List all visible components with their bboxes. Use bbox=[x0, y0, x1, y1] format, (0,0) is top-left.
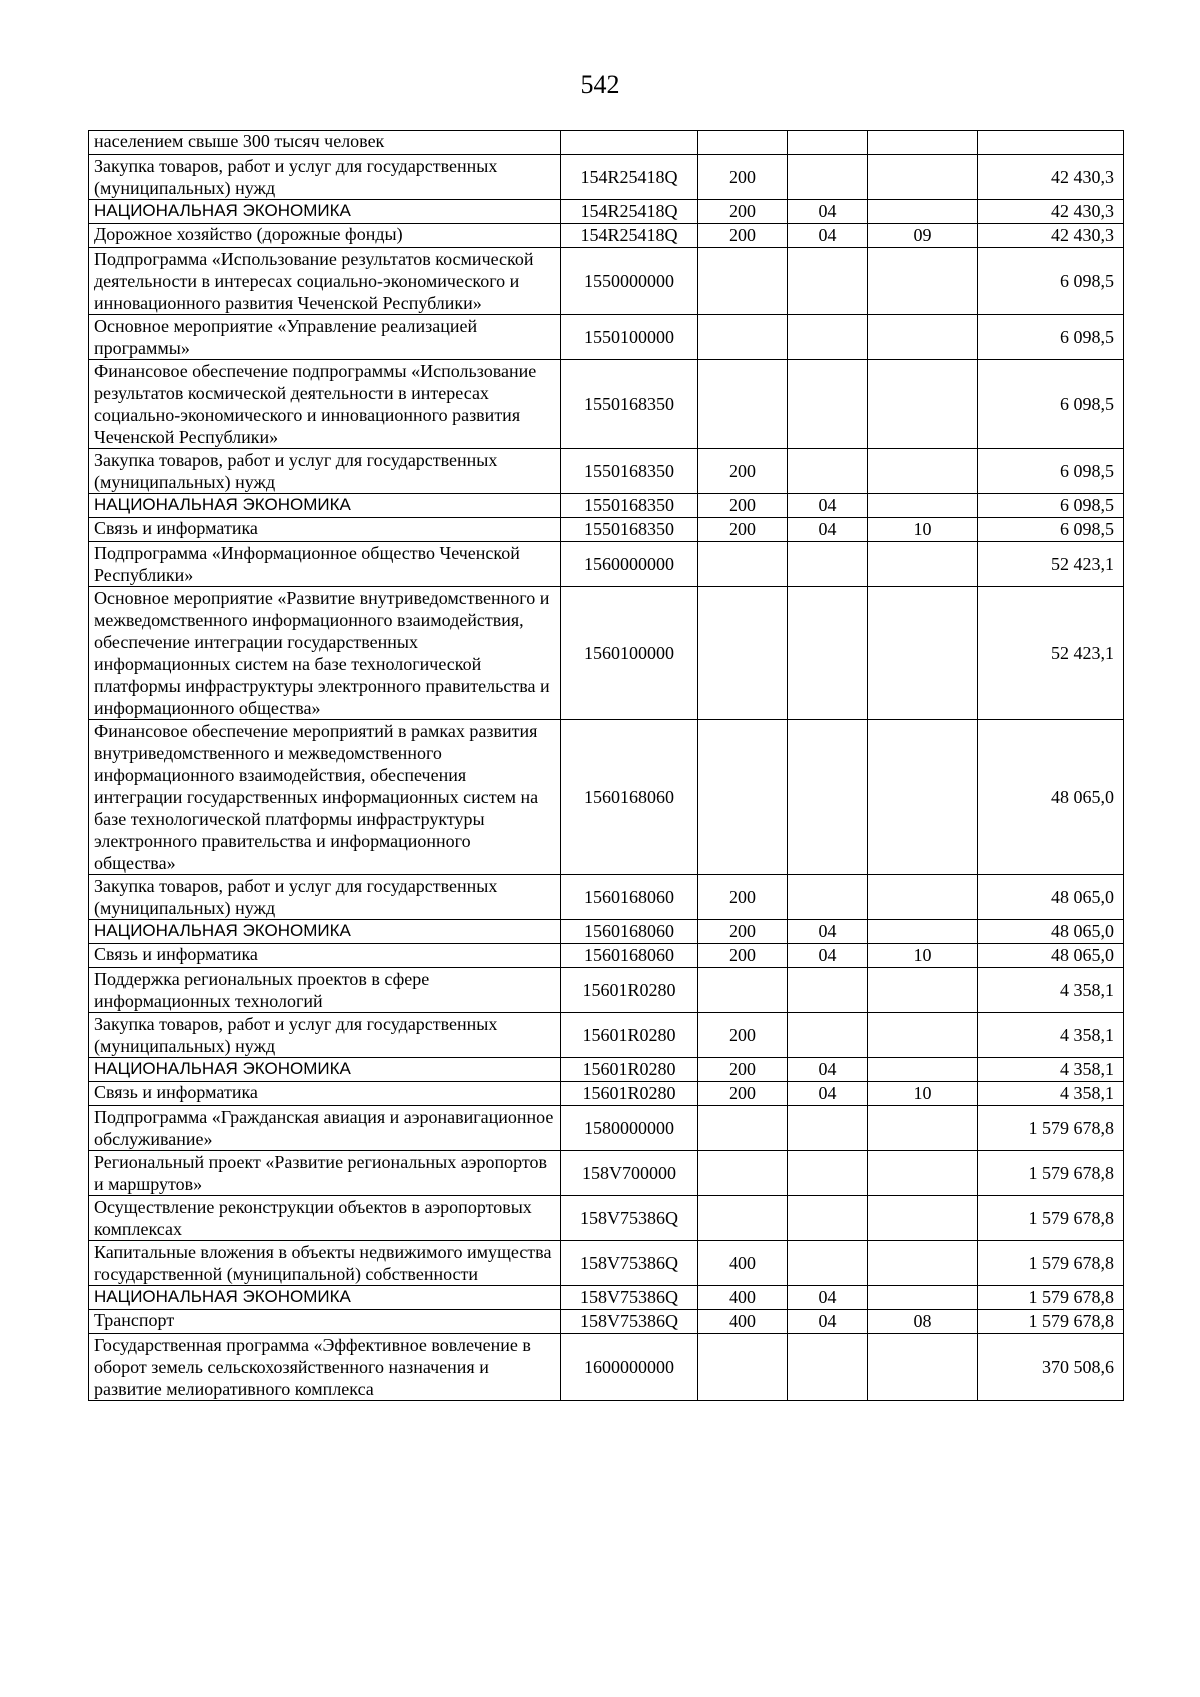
row-rz-cell bbox=[788, 315, 868, 360]
row-name-cell: НАЦИОНАЛЬНАЯ ЭКОНОМИКА bbox=[89, 920, 561, 944]
row-pr-cell bbox=[868, 155, 978, 200]
table-row bbox=[89, 944, 1124, 968]
row-pr-cell: 10 bbox=[868, 1082, 978, 1106]
row-pr-cell bbox=[868, 200, 978, 224]
row-csr-cell: 154R25418Q bbox=[561, 200, 698, 224]
row-csr-cell: 15601R0280 bbox=[561, 968, 698, 1013]
row-rz-cell bbox=[788, 449, 868, 494]
row-name-cell: Осуществление реконструкции объектов в аэропортовых комплексах bbox=[89, 1196, 561, 1241]
row-rz-cell bbox=[788, 1334, 868, 1401]
row-sum-cell: 52 423,1 bbox=[978, 587, 1124, 720]
row-rz-cell bbox=[788, 542, 868, 587]
row-rz-cell: 04 bbox=[788, 200, 868, 224]
table-row bbox=[89, 720, 1124, 875]
row-rz-cell bbox=[788, 1151, 868, 1196]
row-pr-cell bbox=[868, 1106, 978, 1151]
table-row bbox=[89, 449, 1124, 494]
table-row bbox=[89, 200, 1124, 224]
row-sum-cell: 48 065,0 bbox=[978, 920, 1124, 944]
row-name-cell: Закупка товаров, работ и услуг для государственных (муниципальных) нужд bbox=[89, 875, 561, 920]
row-rz-cell bbox=[788, 587, 868, 720]
row-pr-cell bbox=[868, 131, 978, 155]
row-sum-cell: 4 358,1 bbox=[978, 1013, 1124, 1058]
row-sum-cell: 1 579 678,8 bbox=[978, 1151, 1124, 1196]
row-sum-cell: 42 430,3 bbox=[978, 200, 1124, 224]
row-pr-cell: 10 bbox=[868, 944, 978, 968]
table-row bbox=[89, 1241, 1124, 1286]
row-name-cell: Дорожное хозяйство (дорожные фонды) bbox=[89, 224, 561, 248]
row-csr-cell: 154R25418Q bbox=[561, 224, 698, 248]
row-sum-cell: 6 098,5 bbox=[978, 518, 1124, 542]
row-sum-cell: 4 358,1 bbox=[978, 1058, 1124, 1082]
row-rz-cell bbox=[788, 360, 868, 449]
row-name-cell: НАЦИОНАЛЬНАЯ ЭКОНОМИКА bbox=[89, 200, 561, 224]
row-csr-cell: 158V75386Q bbox=[561, 1310, 698, 1334]
row-rz-cell: 04 bbox=[788, 1082, 868, 1106]
row-pr-cell bbox=[868, 360, 978, 449]
row-pr-cell bbox=[868, 875, 978, 920]
row-sum-cell: 42 430,3 bbox=[978, 155, 1124, 200]
row-vr-cell: 200 bbox=[698, 224, 788, 248]
row-pr-cell bbox=[868, 1241, 978, 1286]
row-vr-cell bbox=[698, 968, 788, 1013]
row-csr-cell: 15601R0280 bbox=[561, 1058, 698, 1082]
row-vr-cell: 200 bbox=[698, 920, 788, 944]
row-name-cell: Закупка товаров, работ и услуг для государственных (муниципальных) нужд bbox=[89, 155, 561, 200]
row-csr-cell: 1560000000 bbox=[561, 542, 698, 587]
table-row bbox=[89, 875, 1124, 920]
row-vr-cell: 200 bbox=[698, 1013, 788, 1058]
table-row bbox=[89, 518, 1124, 542]
row-pr-cell: 09 bbox=[868, 224, 978, 248]
row-name-cell: Транспорт bbox=[89, 1310, 561, 1334]
row-sum-cell: 6 098,5 bbox=[978, 315, 1124, 360]
row-pr-cell bbox=[868, 968, 978, 1013]
row-rz-cell bbox=[788, 968, 868, 1013]
row-vr-cell bbox=[698, 131, 788, 155]
row-name-cell: Подпрограмма «Информационное общество Чеченской Республики» bbox=[89, 542, 561, 587]
row-sum-cell: 6 098,5 bbox=[978, 248, 1124, 315]
row-vr-cell bbox=[698, 315, 788, 360]
row-rz-cell bbox=[788, 248, 868, 315]
row-pr-cell bbox=[868, 494, 978, 518]
row-csr-cell: 158V75386Q bbox=[561, 1196, 698, 1241]
table-row bbox=[89, 1334, 1124, 1401]
table-row bbox=[89, 315, 1124, 360]
row-sum-cell bbox=[978, 131, 1124, 155]
row-name-cell: Связь и информатика bbox=[89, 1082, 561, 1106]
row-csr-cell bbox=[561, 131, 698, 155]
table-row bbox=[89, 1082, 1124, 1106]
row-vr-cell: 200 bbox=[698, 155, 788, 200]
row-rz-cell: 04 bbox=[788, 944, 868, 968]
row-sum-cell: 6 098,5 bbox=[978, 449, 1124, 494]
table-row bbox=[89, 1151, 1124, 1196]
row-name-cell: Связь и информатика bbox=[89, 518, 561, 542]
row-sum-cell: 6 098,5 bbox=[978, 494, 1124, 518]
row-vr-cell: 200 bbox=[698, 449, 788, 494]
row-name-cell: Связь и информатика bbox=[89, 944, 561, 968]
row-rz-cell: 04 bbox=[788, 1286, 868, 1310]
row-rz-cell: 04 bbox=[788, 920, 868, 944]
row-name-cell: Региональный проект «Развитие региональных аэропортов и маршрутов» bbox=[89, 1151, 561, 1196]
row-vr-cell: 200 bbox=[698, 494, 788, 518]
row-csr-cell: 1550168350 bbox=[561, 360, 698, 449]
row-name-cell: Закупка товаров, работ и услуг для государственных (муниципальных) нужд bbox=[89, 449, 561, 494]
row-vr-cell bbox=[698, 1196, 788, 1241]
row-vr-cell bbox=[698, 720, 788, 875]
row-name-cell: Основное мероприятие «Управление реализацией программы» bbox=[89, 315, 561, 360]
row-name-cell: Подпрограмма «Использование результатов космической деятельности в интересах социально-экономического и инновационного развития Чеченской Республики» bbox=[89, 248, 561, 315]
row-rz-cell bbox=[788, 131, 868, 155]
row-vr-cell: 200 bbox=[698, 200, 788, 224]
row-rz-cell bbox=[788, 155, 868, 200]
row-pr-cell bbox=[868, 920, 978, 944]
row-rz-cell bbox=[788, 720, 868, 875]
row-sum-cell: 42 430,3 bbox=[978, 224, 1124, 248]
row-pr-cell: 10 bbox=[868, 518, 978, 542]
row-pr-cell bbox=[868, 449, 978, 494]
row-rz-cell bbox=[788, 1196, 868, 1241]
row-csr-cell: 1560168060 bbox=[561, 875, 698, 920]
table-row bbox=[89, 1058, 1124, 1082]
table-row bbox=[89, 131, 1124, 155]
row-name-cell: НАЦИОНАЛЬНАЯ ЭКОНОМИКА bbox=[89, 1058, 561, 1082]
table-row bbox=[89, 360, 1124, 449]
row-pr-cell bbox=[868, 1058, 978, 1082]
row-vr-cell: 400 bbox=[698, 1286, 788, 1310]
row-name-cell: Финансовое обеспечение мероприятий в рамках развития внутриведомственного и межведомственного информационного взаимодействия, обеспечения интеграции государственных информационных систем на базе технологической платформы инфраструктуры электронного правительства и информационного общества» bbox=[89, 720, 561, 875]
row-pr-cell bbox=[868, 1334, 978, 1401]
row-name-cell: Капитальные вложения в объекты недвижимого имущества государственной (муниципальной) собственности bbox=[89, 1241, 561, 1286]
row-pr-cell bbox=[868, 248, 978, 315]
row-pr-cell bbox=[868, 720, 978, 875]
row-csr-cell: 158V75386Q bbox=[561, 1241, 698, 1286]
row-name-cell: Закупка товаров, работ и услуг для государственных (муниципальных) нужд bbox=[89, 1013, 561, 1058]
row-pr-cell bbox=[868, 1013, 978, 1058]
row-name-cell: населением свыше 300 тысяч человек bbox=[89, 131, 561, 155]
row-vr-cell bbox=[698, 1151, 788, 1196]
table-body bbox=[89, 131, 1124, 1401]
row-sum-cell: 1 579 678,8 bbox=[978, 1286, 1124, 1310]
table-row bbox=[89, 1106, 1124, 1151]
row-pr-cell: 08 bbox=[868, 1310, 978, 1334]
row-csr-cell: 154R25418Q bbox=[561, 155, 698, 200]
row-rz-cell: 04 bbox=[788, 1310, 868, 1334]
row-csr-cell: 1560168060 bbox=[561, 720, 698, 875]
table-row bbox=[89, 1310, 1124, 1334]
row-name-cell: Поддержка региональных проектов в сфере информационных технологий bbox=[89, 968, 561, 1013]
row-pr-cell bbox=[868, 1196, 978, 1241]
row-vr-cell: 200 bbox=[698, 875, 788, 920]
row-vr-cell bbox=[698, 248, 788, 315]
row-csr-cell: 1560168060 bbox=[561, 920, 698, 944]
row-vr-cell bbox=[698, 587, 788, 720]
row-vr-cell: 200 bbox=[698, 1082, 788, 1106]
row-vr-cell: 200 bbox=[698, 944, 788, 968]
table-row bbox=[89, 248, 1124, 315]
table-row bbox=[89, 542, 1124, 587]
row-rz-cell: 04 bbox=[788, 224, 868, 248]
row-rz-cell: 04 bbox=[788, 494, 868, 518]
row-pr-cell bbox=[868, 315, 978, 360]
row-name-cell: НАЦИОНАЛЬНАЯ ЭКОНОМИКА bbox=[89, 1286, 561, 1310]
row-csr-cell: 1550168350 bbox=[561, 449, 698, 494]
table-row bbox=[89, 1196, 1124, 1241]
row-vr-cell: 200 bbox=[698, 1058, 788, 1082]
row-rz-cell bbox=[788, 1013, 868, 1058]
row-sum-cell: 4 358,1 bbox=[978, 968, 1124, 1013]
row-pr-cell bbox=[868, 1151, 978, 1196]
row-csr-cell: 1600000000 bbox=[561, 1334, 698, 1401]
row-sum-cell: 52 423,1 bbox=[978, 542, 1124, 587]
row-vr-cell bbox=[698, 1106, 788, 1151]
row-csr-cell: 1560168060 bbox=[561, 944, 698, 968]
row-csr-cell: 1580000000 bbox=[561, 1106, 698, 1151]
row-name-cell: Основное мероприятие «Развитие внутриведомственного и межведомственного информационного взаимодействия, обеспечение интеграции государственных информационных систем на базе технологической платформы инфраструктуры электронного правительства и информационного общества» bbox=[89, 587, 561, 720]
row-name-cell: Финансовое обеспечение подпрограммы «Использование результатов космической деятельности в интересах социально-экономического и инновационного развития Чеченской Республики» bbox=[89, 360, 561, 449]
table-row bbox=[89, 920, 1124, 944]
page-number: 542 bbox=[580, 70, 620, 99]
table-row bbox=[89, 224, 1124, 248]
row-sum-cell: 1 579 678,8 bbox=[978, 1310, 1124, 1334]
row-sum-cell: 370 508,6 bbox=[978, 1334, 1124, 1401]
row-csr-cell: 158V700000 bbox=[561, 1151, 698, 1196]
table-row bbox=[89, 494, 1124, 518]
row-csr-cell: 1550100000 bbox=[561, 315, 698, 360]
table-row bbox=[89, 1286, 1124, 1310]
row-vr-cell bbox=[698, 360, 788, 449]
row-sum-cell: 4 358,1 bbox=[978, 1082, 1124, 1106]
row-sum-cell: 48 065,0 bbox=[978, 944, 1124, 968]
row-vr-cell: 200 bbox=[698, 518, 788, 542]
row-rz-cell: 04 bbox=[788, 518, 868, 542]
row-sum-cell: 6 098,5 bbox=[978, 360, 1124, 449]
row-vr-cell: 400 bbox=[698, 1241, 788, 1286]
row-sum-cell: 1 579 678,8 bbox=[978, 1241, 1124, 1286]
row-sum-cell: 1 579 678,8 bbox=[978, 1106, 1124, 1151]
table-row bbox=[89, 155, 1124, 200]
table-row bbox=[89, 968, 1124, 1013]
row-csr-cell: 1550000000 bbox=[561, 248, 698, 315]
row-csr-cell: 1550168350 bbox=[561, 518, 698, 542]
table-row bbox=[89, 1013, 1124, 1058]
row-rz-cell bbox=[788, 1106, 868, 1151]
row-csr-cell: 15601R0280 bbox=[561, 1082, 698, 1106]
row-vr-cell bbox=[698, 542, 788, 587]
row-rz-cell bbox=[788, 1241, 868, 1286]
row-csr-cell: 158V75386Q bbox=[561, 1286, 698, 1310]
table-row bbox=[89, 587, 1124, 720]
row-name-cell: Государственная программа «Эффективное вовлечение в оборот земель сельскохозяйственного назначения и развитие мелиоративного комплекса bbox=[89, 1334, 561, 1401]
row-name-cell: Подпрограмма «Гражданская авиация и аэронавигационное обслуживание» bbox=[89, 1106, 561, 1151]
row-vr-cell: 400 bbox=[698, 1310, 788, 1334]
budget-table bbox=[88, 130, 1124, 1401]
row-pr-cell bbox=[868, 1286, 978, 1310]
row-pr-cell bbox=[868, 542, 978, 587]
row-sum-cell: 48 065,0 bbox=[978, 875, 1124, 920]
row-vr-cell bbox=[698, 1334, 788, 1401]
row-sum-cell: 1 579 678,8 bbox=[978, 1196, 1124, 1241]
row-sum-cell: 48 065,0 bbox=[978, 720, 1124, 875]
row-pr-cell bbox=[868, 587, 978, 720]
row-rz-cell: 04 bbox=[788, 1058, 868, 1082]
row-name-cell: НАЦИОНАЛЬНАЯ ЭКОНОМИКА bbox=[89, 494, 561, 518]
row-csr-cell: 1550168350 bbox=[561, 494, 698, 518]
row-csr-cell: 1560100000 bbox=[561, 587, 698, 720]
row-rz-cell bbox=[788, 875, 868, 920]
row-csr-cell: 15601R0280 bbox=[561, 1013, 698, 1058]
